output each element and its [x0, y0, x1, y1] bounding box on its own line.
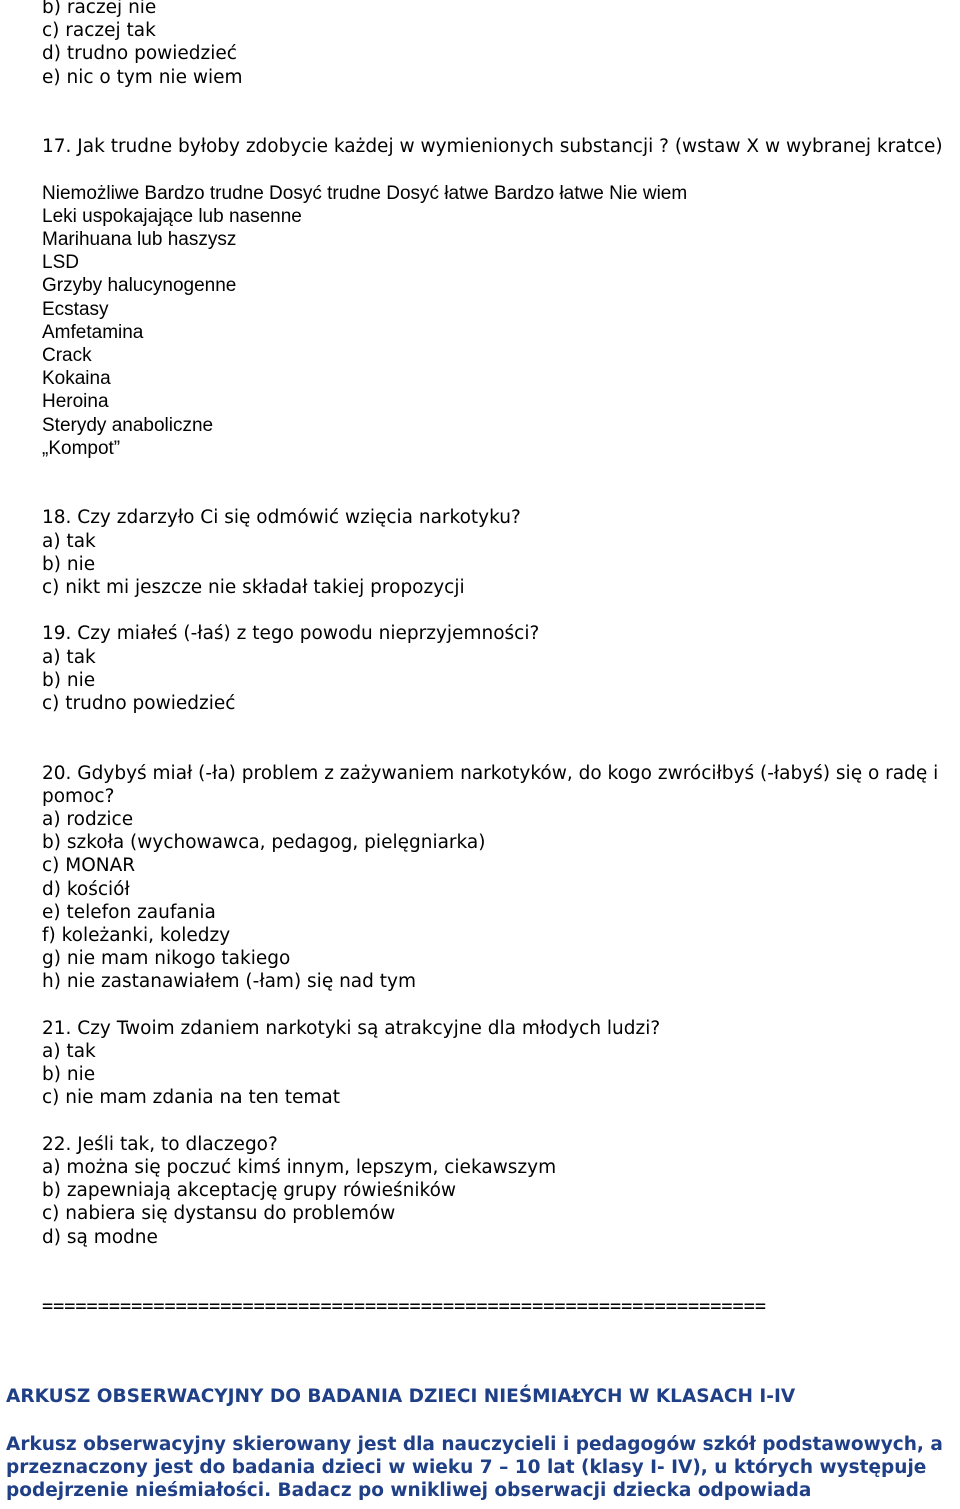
answer-option: b) nie: [42, 553, 96, 575]
answer-option: d) kościół: [42, 878, 130, 900]
answer-option: h) nie zastanawiałem (-łam) się nad tym: [42, 971, 416, 993]
substance-row: „Kompot”: [42, 437, 121, 459]
separator-line: =================================================================: [42, 1296, 766, 1318]
substance-row: LSD: [42, 252, 79, 274]
substance-row: Marihuana lub haszysz: [42, 229, 237, 250]
answer-option: e) nic o tym nie wiem: [42, 66, 243, 88]
answer-option: b) raczej nie: [42, 0, 157, 18]
q17-question: 17. Jak trudne byłoby zdobycie każdej w wymienionych substancji ? (wstaw X w wybranej kratce): [42, 136, 943, 158]
answer-option: a) rodzice: [42, 809, 134, 831]
substance-row: Leki uspokajające lub nasenne: [42, 205, 302, 227]
answer-option: b) szkoła (wychowawca, pedagog, pielęgniarka): [42, 832, 486, 854]
substance-row: Ecstasy: [42, 298, 109, 320]
section-title: ARKUSZ OBSERWACYJNY DO BADANIA DZIECI NIEŚMIAŁYCH W KLASACH I-IV: [6, 1386, 796, 1407]
answer-option: b) nie: [42, 1064, 96, 1086]
section-intro: Arkusz obserwacyjny skierowany jest dla nauczycieli i pedagogów szkół podstawowych, a przeznaczony jest do badania dzieci w wieku 7 – 10 lat (klasy I- IV), u których występuje podejrzenie nieśmiałości. Badacz po wnikliwej obserwacji dziecka odpowiada: [6, 1434, 943, 1502]
answer-option: b) nie: [42, 669, 96, 691]
substance-row: Kokaina: [42, 368, 111, 390]
answer-option: a) tak: [42, 646, 96, 668]
q20-question: 20. Gdybyś miał (-ła) problem z zażywaniem narkotyków, do kogo zwróciłbyś (-łabyś) się o radę i pomoc?: [42, 762, 939, 807]
answer-option: a) można się poczuć kimś innym, lepszym, ciekawszym: [42, 1157, 557, 1179]
substance-row: Crack: [42, 345, 92, 367]
answer-option: c) MONAR: [42, 855, 136, 877]
substance-row: Grzyby halucynogenne: [42, 275, 237, 297]
q18-question: 18. Czy zdarzyło Ci się odmówić wzięcia narkotyku?: [42, 507, 521, 529]
answer-option: c) nabiera się dystansu do problemów: [42, 1203, 396, 1225]
q17-table: [42, 182, 947, 460]
answer-option: a) tak: [42, 530, 96, 552]
answer-option: g) nie mam nikogo takiego: [42, 948, 291, 970]
answer-option: f) koleżanki, koledzy: [42, 925, 231, 947]
q19-block: [42, 622, 947, 715]
q17-table-header: Niemożliwe Bardzo trudne Dosyć trudne Dosyć łatwe Bardzo łatwe Nie wiem: [42, 182, 688, 204]
answer-option: d) są modne: [42, 1226, 158, 1248]
q18-block: [42, 506, 947, 599]
substance-row: Heroina: [42, 391, 109, 413]
substance-row: Sterydy anaboliczne: [42, 414, 214, 436]
answer-option: e) telefon zaufania: [42, 901, 216, 923]
answer-option: c) nikt mi jeszcze nie składał takiej propozycji: [42, 577, 465, 599]
answer-option: a) tak: [42, 1041, 96, 1063]
q19-question: 19. Czy miałeś (-łaś) z tego powodu nieprzyjemności?: [42, 623, 540, 645]
answer-option: c) nie mam zdania na ten temat: [42, 1087, 340, 1109]
answer-option: c) raczej tak: [42, 20, 156, 42]
q22-block: [42, 1133, 947, 1249]
q21-question: 21. Czy Twoim zdaniem narkotyki są atrakcyjne dla młodych ludzi?: [42, 1017, 661, 1039]
q20-block: [42, 762, 947, 994]
answer-option: b) zapewniają akceptację grupy rówieśników: [42, 1180, 457, 1202]
substance-row: Amfetamina: [42, 321, 144, 343]
q21-block: [42, 1017, 947, 1110]
q22-question: 22. Jeśli tak, to dlaczego?: [42, 1133, 278, 1155]
answer-option: c) trudno powiedzieć: [42, 693, 236, 715]
q16-options: [42, 0, 947, 89]
answer-option: d) trudno powiedzieć: [42, 43, 237, 65]
document-body: [42, 0, 947, 1318]
